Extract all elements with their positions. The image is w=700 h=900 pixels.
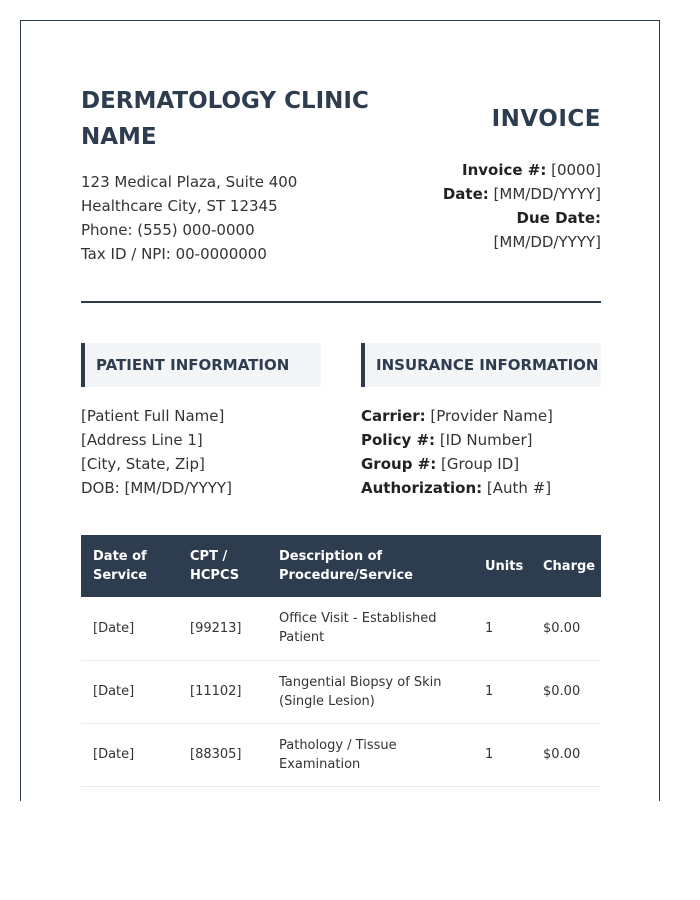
services-table	[81, 535, 601, 787]
policy-value: [ID Number]	[439, 431, 533, 449]
cell-units: 1	[473, 723, 531, 786]
invoice-number	[401, 158, 601, 182]
cell-description: Tangential Biopsy of Skin (Single Lesion)	[267, 660, 473, 723]
invoice-number-label: Invoice #:	[461, 161, 547, 179]
insurance-info-block	[361, 404, 553, 500]
cell-charge: $0.00	[531, 597, 601, 660]
policy-label: Policy #:	[361, 431, 436, 449]
cell-date: [Date]	[81, 660, 178, 723]
group-value: [Group ID]	[441, 455, 520, 473]
clinic-address-line2: Healthcare City, ST 12345	[81, 197, 278, 215]
patient-info-block	[81, 404, 232, 500]
table-row	[81, 723, 601, 786]
invoice-meta-block	[401, 158, 601, 254]
cell-charge: $0.00	[531, 660, 601, 723]
clinic-address-line1: 123 Medical Plaza, Suite 400	[81, 173, 298, 191]
auth-label: Authorization:	[361, 479, 483, 497]
patient-info-heading: PATIENT INFORMATION	[81, 343, 321, 387]
insurance-carrier	[361, 404, 553, 428]
invoice-date-value: [MM/DD/YYYY]	[493, 185, 601, 203]
services-table-header-row	[81, 535, 601, 597]
patient-dob: DOB: [MM/DD/YYYY]	[81, 479, 232, 497]
cell-date: [Date]	[81, 597, 178, 660]
header-cpt-hcpcs: CPT / HCPCS	[178, 535, 267, 597]
cell-description: Office Visit - Established Patient	[267, 597, 473, 660]
insurance-policy	[361, 428, 553, 452]
invoice-due-date-label-line	[401, 206, 601, 230]
cell-units: 1	[473, 660, 531, 723]
patient-address: [Address Line 1]	[81, 431, 203, 449]
header-divider	[81, 301, 601, 303]
auth-value: [Auth #]	[486, 479, 552, 497]
cell-units: 1	[473, 597, 531, 660]
header-description: Description of Procedure/Service	[267, 535, 473, 597]
invoice-due-label: Due Date:	[516, 209, 601, 227]
cell-cpt: [88305]	[178, 723, 267, 786]
carrier-label: Carrier:	[361, 407, 426, 425]
cell-cpt: [99213]	[178, 597, 267, 660]
clinic-address-block	[81, 170, 297, 266]
table-row	[81, 660, 601, 723]
clinic-phone: Phone: (555) 000-0000	[81, 221, 255, 239]
invoice-page	[20, 20, 660, 801]
insurance-group	[361, 452, 553, 476]
carrier-value: [Provider Name]	[430, 407, 553, 425]
cell-date: [Date]	[81, 723, 178, 786]
invoice-due-value: [MM/DD/YYYY]	[493, 233, 601, 251]
insurance-authorization	[361, 476, 553, 500]
header-charge: Charge	[531, 535, 601, 597]
table-row	[81, 597, 601, 660]
cell-cpt: [11102]	[178, 660, 267, 723]
header-units: Units	[473, 535, 531, 597]
patient-name: [Patient Full Name]	[81, 407, 225, 425]
insurance-info-heading: INSURANCE INFORMATION	[361, 343, 601, 387]
clinic-name: DERMATOLOGY CLINIC NAME	[81, 88, 369, 150]
invoice-date	[401, 182, 601, 206]
invoice-due-date-value-line	[401, 230, 601, 254]
clinic-tax-id: Tax ID / NPI: 00-0000000	[81, 245, 267, 263]
group-label: Group #:	[361, 455, 437, 473]
invoice-date-label: Date:	[442, 185, 489, 203]
cell-description: Pathology / Tissue Examination	[267, 723, 473, 786]
header-date-of-service: Date of Service	[81, 535, 178, 597]
patient-city: [City, State, Zip]	[81, 455, 205, 473]
cell-charge: $0.00	[531, 723, 601, 786]
invoice-number-value: [0000]	[551, 161, 601, 179]
invoice-title: INVOICE	[491, 106, 601, 132]
